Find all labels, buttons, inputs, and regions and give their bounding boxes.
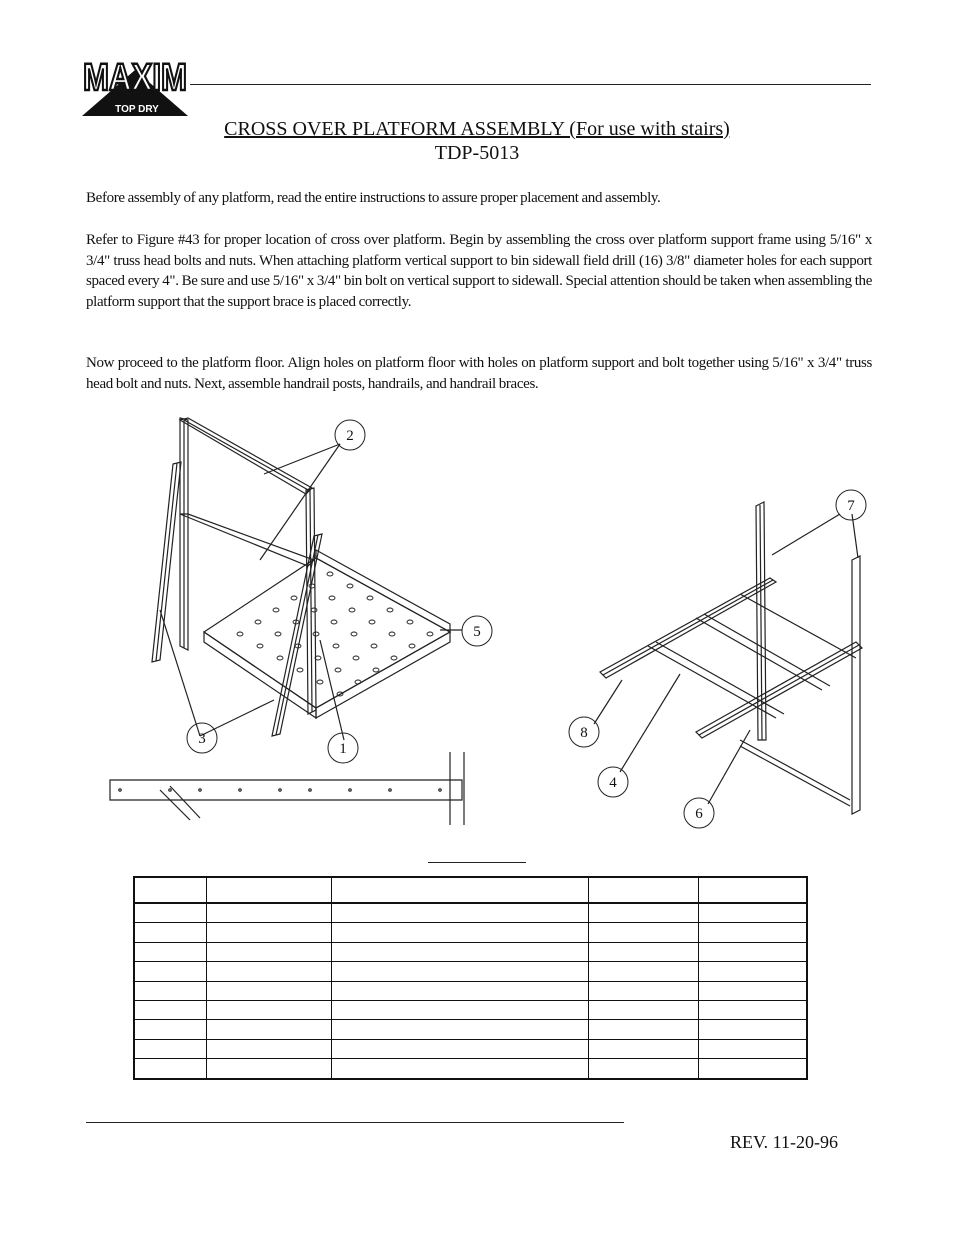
paragraph-support-frame: Refer to Figure #43 for proper location of cross over platform. Begin by assembling the cross over platform support frame using 5/16" x 3/4" truss head bolts and nuts. When attaching platform vertical support to bin sidewall field drill (16) 3/8" diameter holes for each support spaced every 4". Be sure and use 5/16" x 3/4" bin bolt on vertical support to sidewall. Special attention should be taken when assembling the platform support that the support brace is placed correctly. [86,232,872,310]
assembly-drawing [100,410,880,850]
callout-1: 1 [339,741,347,757]
table-row [134,903,807,923]
maxim-logo [82,50,188,120]
callout-2: 2 [346,428,354,444]
parts-table [133,876,808,1080]
title-main: CROSS OVER PLATFORM ASSEMBLY (For use with stairs) [224,118,730,140]
page-title [0,117,954,165]
callout-6: 6 [695,806,703,822]
table-row [134,1039,807,1058]
table-row [134,962,807,981]
paragraph-intro: Before assembly of any platform, read the entire instructions to assure proper placement and assembly. [86,190,661,206]
footer-rule [86,1122,624,1123]
callout-4: 4 [609,775,617,791]
callout-7: 7 [847,498,855,514]
header-rule [190,84,871,85]
callouts [187,420,866,828]
brace-detail [110,752,464,825]
table-caption-rule [428,862,526,863]
callout-5: 5 [473,624,481,640]
logo-sub: TOP DRY [115,104,159,115]
table-row [134,942,807,961]
table-header-row [134,877,807,903]
platform-assembly-left [152,418,462,740]
support-frame-right [594,502,862,814]
revision-date: REV. 11-20-96 [730,1132,838,1152]
paragraph-platform-floor: Now proceed to the platform floor. Align holes on platform floor with holes on platform support and bolt together using 5/16" x 3/4" truss head bolt and nuts. Next, assemble handrail posts, handrails, and handrail braces. [86,355,872,392]
callout-8: 8 [580,725,588,741]
table-row [134,981,807,1000]
title-part-number: TDP-5013 [434,142,520,164]
table-row [134,1020,807,1039]
table-row [134,1059,807,1079]
callout-3: 3 [198,731,206,747]
logo-brand: MAXIM [83,57,187,99]
table-row [134,1000,807,1019]
table-row [134,923,807,942]
